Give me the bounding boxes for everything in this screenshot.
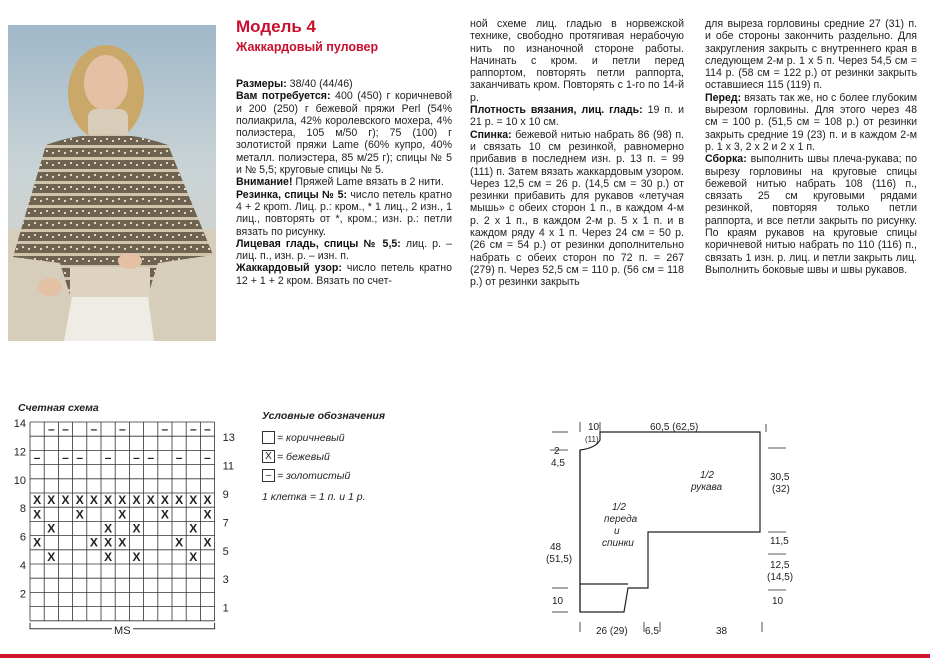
chart-cell-gold: – bbox=[33, 450, 41, 465]
label-sleeve-half: 1/2 bbox=[700, 470, 714, 481]
legend-item-brown bbox=[262, 428, 385, 447]
chart-cell-beige: X bbox=[47, 521, 56, 536]
paragraph-heading: Размеры: bbox=[236, 78, 287, 90]
instructions-column-3 bbox=[705, 18, 917, 276]
chart-row-label-right: 1 bbox=[222, 602, 229, 615]
chart-cell-gold: – bbox=[118, 422, 126, 437]
chart-row-label-left: 6 bbox=[19, 531, 26, 544]
counting-chart bbox=[8, 418, 238, 644]
paragraph-heading: Внимание! bbox=[236, 176, 293, 189]
label-top-neck: 10 bbox=[588, 422, 600, 433]
chart-cell-beige: X bbox=[75, 507, 84, 522]
label-left-height-alt: (51,5) bbox=[546, 554, 573, 565]
legend-title: Условные обозначения bbox=[262, 410, 386, 422]
label-right-low: 12,5 bbox=[770, 560, 790, 571]
chart-cell-beige: X bbox=[47, 549, 56, 564]
chart-cell-gold: – bbox=[175, 450, 183, 465]
chart-cell-beige: X bbox=[118, 493, 127, 508]
paragraph-text: 19 п. и 21 р. = 10 х 10 см. bbox=[470, 104, 684, 129]
chart-row-label-right: 7 bbox=[222, 517, 229, 530]
chart-cell-gold: – bbox=[204, 422, 211, 437]
instruction-paragraph bbox=[236, 90, 452, 176]
chart-cell-gold: – bbox=[189, 422, 197, 437]
label-right-bottom: 10 bbox=[772, 596, 784, 607]
chart-cell-beige: X bbox=[118, 535, 127, 550]
page-subtitle: Жаккардовый пуловер bbox=[236, 40, 379, 54]
chart-cell-beige: X bbox=[104, 549, 113, 564]
chart-cell-gold: – bbox=[47, 422, 55, 437]
instruction-paragraph bbox=[470, 18, 684, 104]
paragraph-heading: Жаккардовый узор: bbox=[236, 262, 342, 275]
chart-row-label-left: 8 bbox=[19, 503, 26, 516]
label-left-height: 48 bbox=[550, 542, 562, 553]
label-right-top: 30,5 bbox=[770, 472, 790, 483]
label-top-neck-alt: (11) bbox=[585, 435, 599, 444]
label-left-bottom: 10 bbox=[552, 596, 564, 607]
paragraph-text: число петель кратно 12 + 1 + 2 кром. Вязать по счет- bbox=[236, 262, 452, 287]
chart-cell-beige: X bbox=[33, 493, 42, 508]
paragraph-text: для выреза горловины средние 27 (31) п. и обе стороны закончить раздельно. Для закругления закрыть с внутреннего края в следующем 2-м р. 1 х 5 п. Через 54,5 см = 114 р. (58 см = 122 р.) от резинки закрыть оставшиеся 115 (119) п. bbox=[705, 18, 917, 92]
label-neck-drop-alt: 4,5 bbox=[551, 458, 565, 469]
paragraph-heading: Сборка: bbox=[705, 153, 747, 166]
chart-cell-beige: X bbox=[104, 521, 113, 536]
paragraph-heading: Плотность вязания, лиц. гладь: bbox=[470, 104, 643, 117]
paragraph-heading: Спинка: bbox=[470, 128, 512, 141]
label-body-word2: и bbox=[614, 526, 620, 537]
label-bottom-body: 26 (29) bbox=[596, 626, 628, 637]
chart-cell-beige: X bbox=[160, 493, 169, 508]
chart-cell-beige: X bbox=[203, 535, 212, 550]
chart-cell-beige: X bbox=[47, 493, 56, 508]
paragraph-text: выполнить швы плеча-рукава; по вырезу горловины на круговые спицы бежевой нитью набрать 108 (116) п., связать 25 см круговыми рядами резинкой, повторяя только петли раппорта, и все петли закрыть по рисунку. По краям рукавов на круговые спицы коричневой нитью набрать по 110 (116) п., связать 1 изн. р. лиц. и петли закрыть лиц. Выполнить боковые швы и швы рукавов. bbox=[705, 153, 917, 276]
legend-item-beige bbox=[262, 447, 385, 466]
chart-cell-gold: – bbox=[104, 450, 112, 465]
label-top-width: 60,5 (62,5) bbox=[650, 422, 699, 433]
chart-row-label-left: 12 bbox=[13, 446, 26, 459]
legend-label-gold: = золотистый bbox=[277, 469, 351, 482]
label-right-low-alt: (14,5) bbox=[767, 572, 794, 583]
chart-cell-beige: X bbox=[89, 535, 98, 550]
chart-cell-gold: – bbox=[90, 422, 98, 437]
chart-cell-beige: X bbox=[61, 493, 70, 508]
chart-row-label-left: 2 bbox=[19, 588, 26, 601]
paragraph-text: бежевой нитью набрать 86 (98) п. и связать 10 см резинкой, равномерно прибавив в последнем изн. р. 13 п. = 99 (111) п. Затем вязать жаккардовым узором. Через 12,5 см = 26 р. (14,5 см = 30 р.) от резинки прибавить для рукавов «летучая мышь» с обеих сторон 1 п., в каждом 4-м р. 2 х 1 п., в каждом 2-м р. 5 х 1 п. и в каждом ряду 4 х 1 п. Через 24 см = 50 р. (26 см = 54 р.) от резинки дополнительно набрать с обеих сторон по 72 п. = 267 (279) п. Через 52,5 см = 110 р. (56 см = 118 р.) от резинки закрыть bbox=[470, 128, 684, 289]
page-title: Модель 4 bbox=[236, 17, 316, 36]
label-sleeve-word: рукава bbox=[691, 482, 723, 493]
chart-cell-beige: X bbox=[75, 493, 84, 508]
chart-row-label-left: 10 bbox=[13, 474, 26, 487]
chart-row-label-right: 11 bbox=[222, 460, 235, 473]
legend-swatch-beige: X bbox=[262, 450, 275, 463]
chart-row-label-left: 4 bbox=[19, 560, 26, 572]
label-right-mid: 11,5 bbox=[770, 536, 789, 547]
chart-cell-beige: X bbox=[203, 493, 212, 508]
legend-swatch-brown bbox=[262, 431, 275, 444]
label-body-word1: переда bbox=[604, 514, 638, 525]
paragraph-heading: Перед: bbox=[705, 91, 742, 104]
instruction-paragraph bbox=[236, 238, 452, 263]
instruction-paragraph bbox=[236, 262, 452, 287]
chart-cell-gold: – bbox=[204, 450, 211, 465]
instruction-paragraph bbox=[236, 78, 452, 90]
chart-cell-gold: – bbox=[62, 450, 69, 465]
chart-cell-beige: X bbox=[132, 549, 141, 564]
legend-label-beige: = бежевый bbox=[277, 450, 330, 463]
instruction-paragraph bbox=[470, 129, 684, 289]
chart-row-label-right: 5 bbox=[222, 545, 229, 558]
chart-cell-beige: X bbox=[203, 507, 212, 522]
chart-cell-beige: X bbox=[146, 493, 155, 508]
instructions-column-2 bbox=[470, 18, 684, 289]
label-body-word3: спинки bbox=[602, 538, 634, 549]
legend-note: 1 клетка = 1 п. и 1 р. bbox=[262, 491, 366, 503]
chart-cell-beige: X bbox=[132, 493, 141, 508]
chart-row-label-right: 9 bbox=[222, 489, 229, 501]
pattern-schematic bbox=[540, 418, 800, 644]
label-bottom-mid: 6,5 bbox=[645, 626, 659, 637]
chart-cell-beige: X bbox=[118, 507, 127, 522]
chart-cell-beige: X bbox=[132, 521, 141, 536]
paragraph-text: ной схеме лиц. гладью в норвежской технике, свободно протягивая нерабочую нить по изнаночной стороне работы. Начинать с кром. и петли перед раппортом, повторять петли раппорта, заканчивать кром. Повторять с 1-го по 14-й р. bbox=[470, 18, 684, 104]
paragraph-text: число петель кратно 4 + 2 крom. Лиц. р.: кром., * 1 лиц., 2 изн., 1 лиц., повторять от *, кром.; изн. р.: петли вязать по рисунку. bbox=[236, 188, 452, 238]
label-body-half: 1/2 bbox=[612, 502, 626, 513]
paragraph-text: 38/40 (44/46) bbox=[286, 78, 353, 90]
paragraph-text: Пряжей Lame вязать в 2 нити. bbox=[292, 176, 444, 189]
chart-cell-beige: X bbox=[104, 535, 113, 550]
paragraph-heading: Вам потребуется: bbox=[236, 90, 331, 103]
chart-row-label-right: 3 bbox=[222, 574, 229, 587]
paragraph-heading: Резинка, спицы № 5: bbox=[236, 188, 348, 201]
chart-cell-beige: X bbox=[175, 535, 184, 550]
paragraph-text: 400 (450) г коричневой и 200 (250) г бежевой пряжи Perl (54% полиакрила, 42% королевского мохера, 4% полиэстера, 105 м/50 г); 75 (100) г золотистой пряжи Lame (60% купро, 40% металл. полиэстера, 85 м/25 г); спицы № 5 и № 5,5; круговые спицы № 5. bbox=[236, 90, 452, 177]
chart-title: Счетная схема bbox=[18, 402, 99, 414]
chart-row-label-left: 14 bbox=[13, 418, 26, 430]
chart-cell-gold: – bbox=[76, 450, 84, 465]
chart-cell-gold: – bbox=[161, 422, 169, 437]
label-neck-drop: 2 bbox=[554, 446, 560, 457]
legend bbox=[262, 410, 385, 503]
footer-bar bbox=[0, 654, 930, 658]
legend-swatch-gold: – bbox=[262, 469, 275, 482]
chart-row-label-right: 13 bbox=[222, 432, 235, 445]
chart-cell-beige: X bbox=[175, 493, 184, 508]
paragraph-heading: Лицевая гладь, спицы № 5,5: bbox=[236, 237, 401, 250]
model-photo-illustration bbox=[8, 25, 216, 341]
chart-cell-beige: X bbox=[189, 521, 198, 536]
instruction-paragraph bbox=[705, 153, 917, 276]
instructions-column-1 bbox=[236, 78, 452, 287]
instruction-paragraph bbox=[236, 189, 452, 238]
chart-cell-beige: X bbox=[89, 493, 98, 508]
label-right-top-alt: (32) bbox=[772, 484, 790, 495]
chart-cell-gold: – bbox=[133, 450, 140, 465]
legend-item-gold bbox=[262, 466, 385, 485]
paragraph-text: лиц. р. – лиц. п., изн. р. – изн. п. bbox=[236, 237, 452, 263]
chart-cell-beige: X bbox=[104, 493, 113, 508]
paragraph-text: вязать так же, но с более глубоким вырезом горловины. Для этого через 48 см = 100 р. (51,5 см = 108 р.) от резинки закрыть средние 19 (23) п. и в каждом 2-м р. 1 х 3, 2 х 2 и 2 х 1 п. bbox=[705, 91, 917, 153]
instruction-paragraph bbox=[236, 176, 452, 188]
legend-label-brown: = коричневый bbox=[277, 431, 345, 444]
chart-ms-label: MS bbox=[114, 624, 131, 637]
instruction-paragraph bbox=[705, 18, 917, 92]
instruction-paragraph bbox=[470, 104, 684, 129]
model-photo bbox=[8, 25, 216, 341]
chart-cell-beige: X bbox=[33, 507, 42, 522]
chart-cell-beige: X bbox=[189, 549, 198, 564]
instruction-paragraph bbox=[705, 92, 917, 153]
chart-cell-beige: X bbox=[189, 493, 198, 508]
chart-cell-beige: X bbox=[33, 535, 42, 550]
chart-cell-beige: X bbox=[160, 507, 169, 522]
chart-cell-gold: – bbox=[147, 450, 155, 465]
label-bottom-sleeve: 38 bbox=[716, 626, 728, 637]
chart-cell-gold: – bbox=[62, 422, 69, 437]
